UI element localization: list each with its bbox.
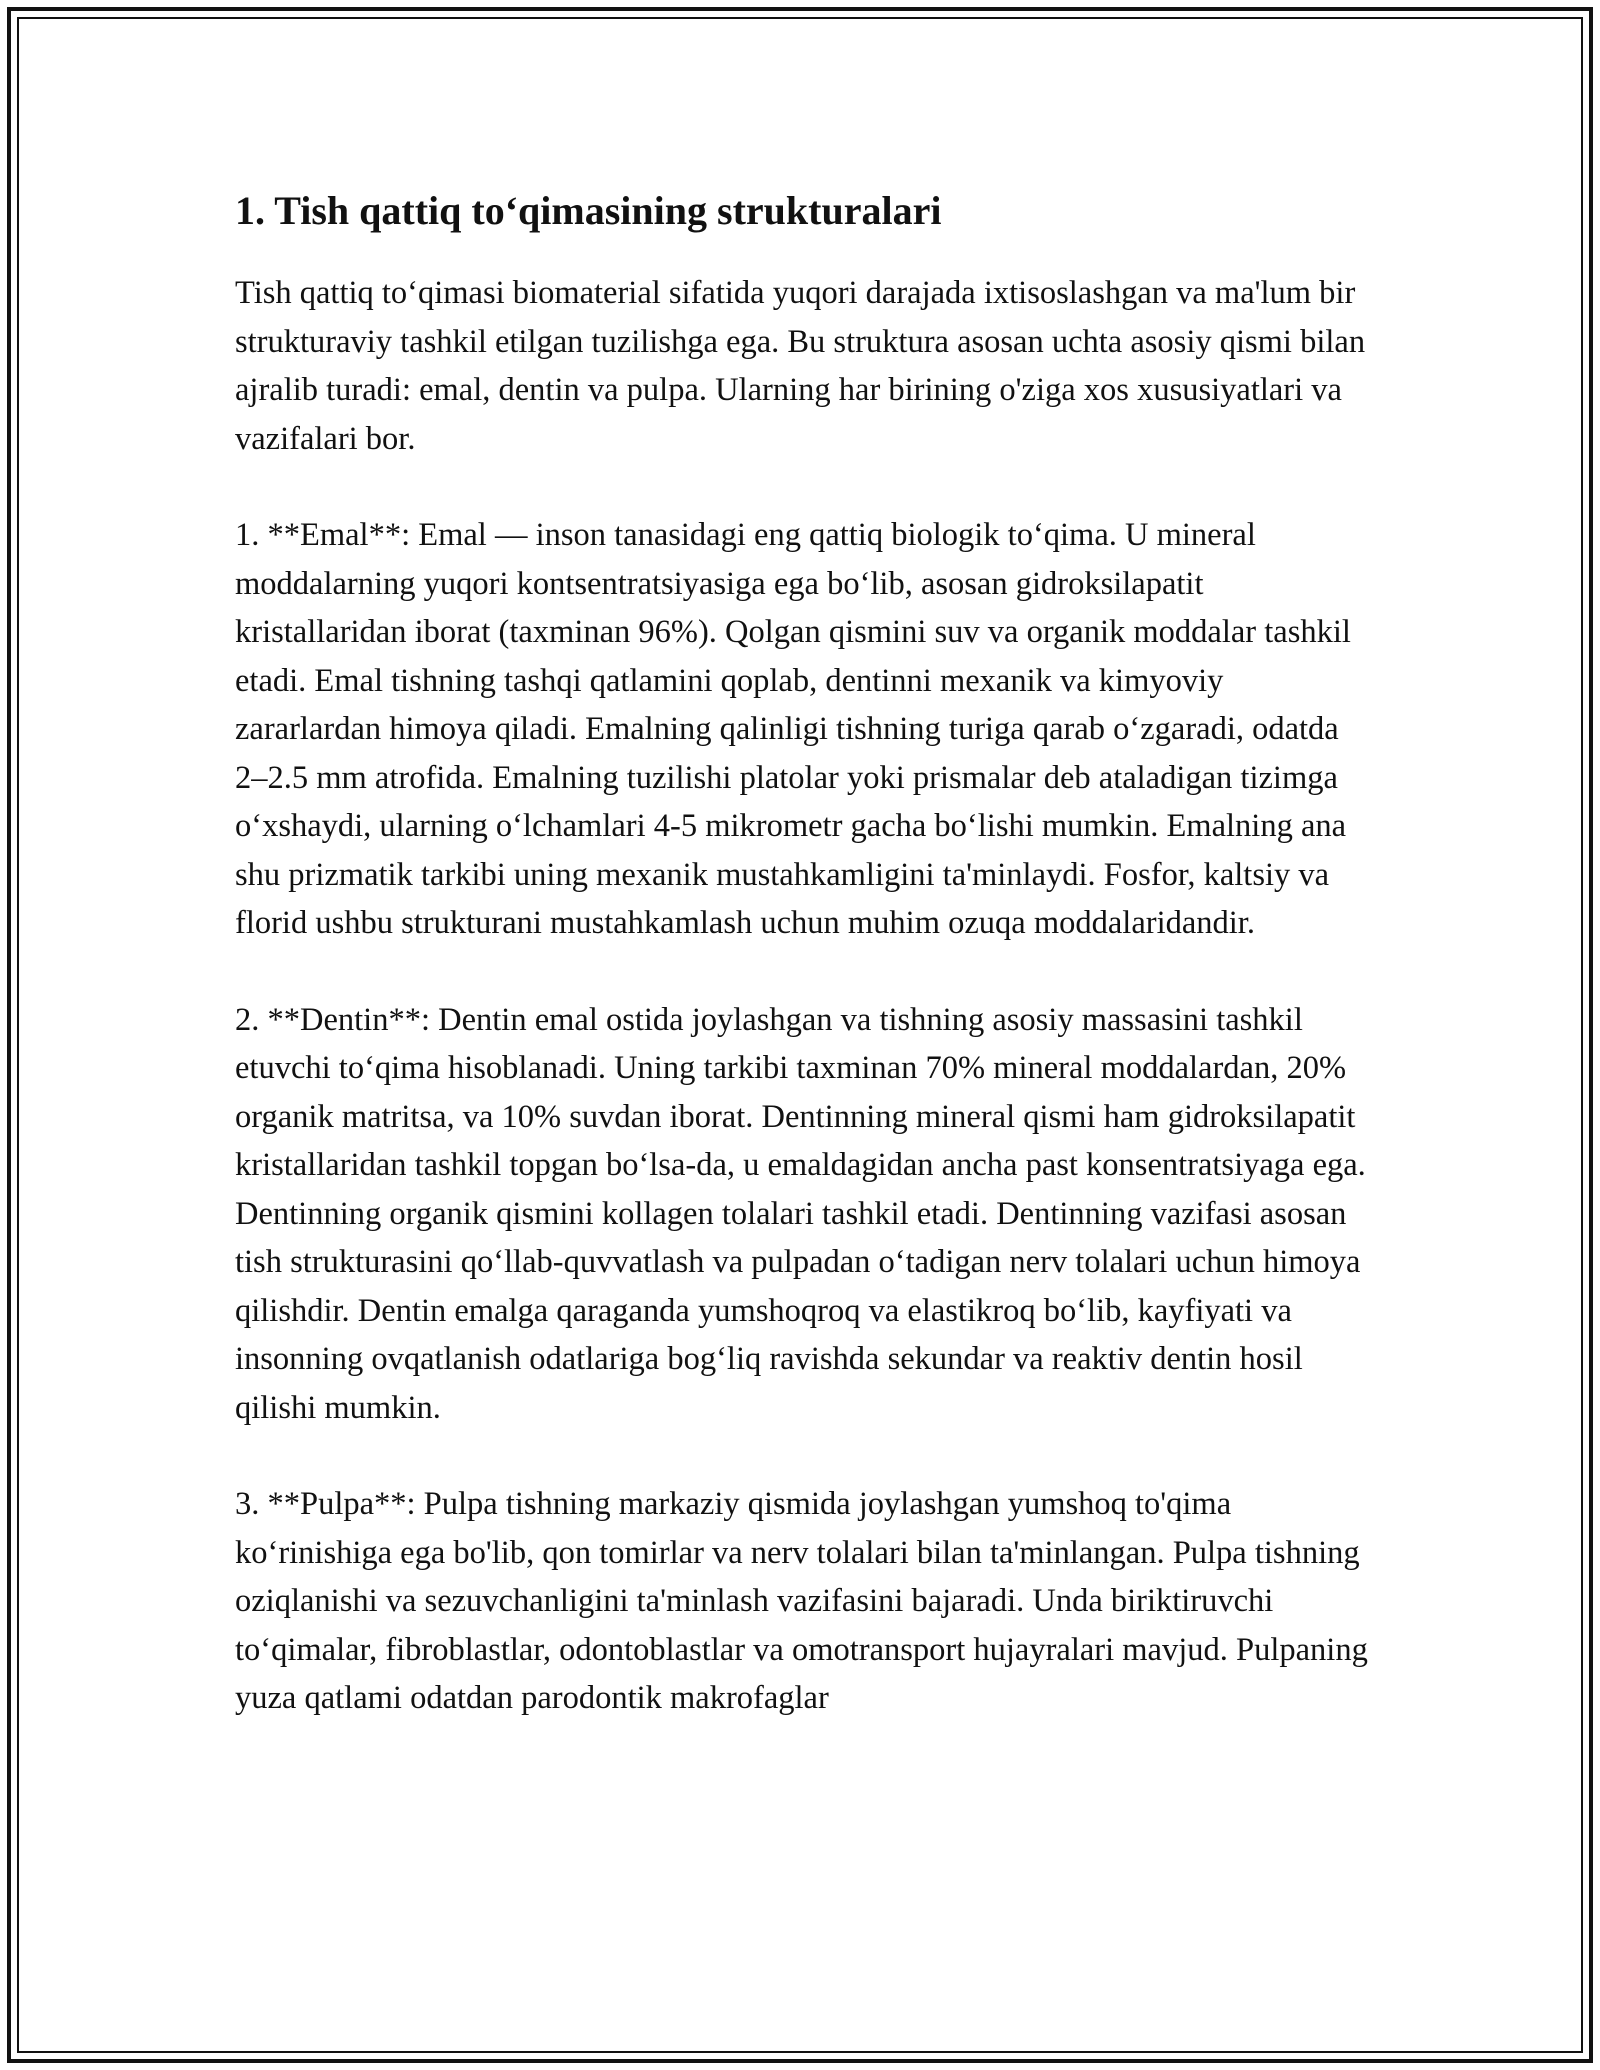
- document-body: [235, 185, 1375, 1771]
- intro-paragraph: Tish qattiq to‘qimasi biomaterial sifatida yuqori darajada ixtisoslashgan va ma'lum bir strukturaviy tashkil etilgan tuzilishga ega. Bu struktura asosan uchta asosiy qismi bilan ajralib turadi: emal, dentin va pulpa. Ularning har birining o'ziga xos xususiyatlari va vazifalari bor.: [235, 275, 1366, 457]
- paragraph-dentin: 2. **Dentin**: Dentin emal ostida joylashgan va tishning asosiy massasini tashkil etuvchi to‘qima hisoblanadi. Uning tarkibi taxminan 70% mineral moddalardan, 20% organik matritsa, va 10% suvdan iborat. Dentinning mineral qismi ham gidroksilapatit kristallaridan tashkil topgan bo‘lsa-da, u emaldagidan ancha past konsentratsiyaga ega. Dentinning organik qismini kollagen tolalari tashkil etadi. Dentinning vazifasi asosan tish strukturasini qo‘llab-quvvatlash va pulpadan o‘tadigan nerv tolalari uchun himoya qilishdir. Dentin emalga qaraganda yumshoqroq va elastikroq bo‘lib, kayfiyati va insonning ovqatlanish odatlariga bog‘liq ravishda sekundar va reaktiv dentin hosil qilishi mumkin.: [235, 1001, 1366, 1426]
- paragraph-pulpa: 3. **Pulpa**: Pulpa tishning markaziy qismida joylashgan yumshoq to'qima ko‘rinishiga ega bo'lib, qon tomirlar va nerv tolalari bilan ta'minlangan. Pulpa tishning oziqlanishi va sezuvchanligini ta'minlash vazifasini bajaradi. Unda biriktiruvchi to‘qimalar, fibroblastlar, odontoblastlar va omotransport hujayralari mavjud. Pulpaning yuza qatlami odatdan parodontik makrofaglar: [235, 1486, 1368, 1716]
- section-heading: 1. Tish qattiq to‘qimasining strukturalari: [235, 188, 942, 233]
- paragraph-emal: 1. **Emal**: Emal — inson tanasidagi eng qattiq biologik to‘qima. U mineral moddalarning yuqori kontsentratsiyasiga ega bo‘lib, asosan gidroksilapatit kristallaridan iborat (taxminan 96%). Qolgan qismini suv va organik moddalar tashkil etadi. Emal tishning tashqi qatlamini qoplab, dentinni mexanik va kimyoviy zararlardan himoya qiladi. Emalning qalinligi tishning turiga qarab o‘zgaradi, odatda 2–2.5 mm atrofida. Emalning tuzilishi platolar yoki prismalar deb ataladigan tizimga o‘xshaydi, ularning o‘lchamlari 4-5 mikrometr gacha bo‘lishi mumkin. Emalning ana shu prizmatik tarkibi uning mexanik mustahkamligini ta'minlaydi. Fosfor, kaltsiy va florid ushbu strukturani mustahkamlash uchun muhim ozuqa moddalaridandir.: [235, 517, 1351, 941]
